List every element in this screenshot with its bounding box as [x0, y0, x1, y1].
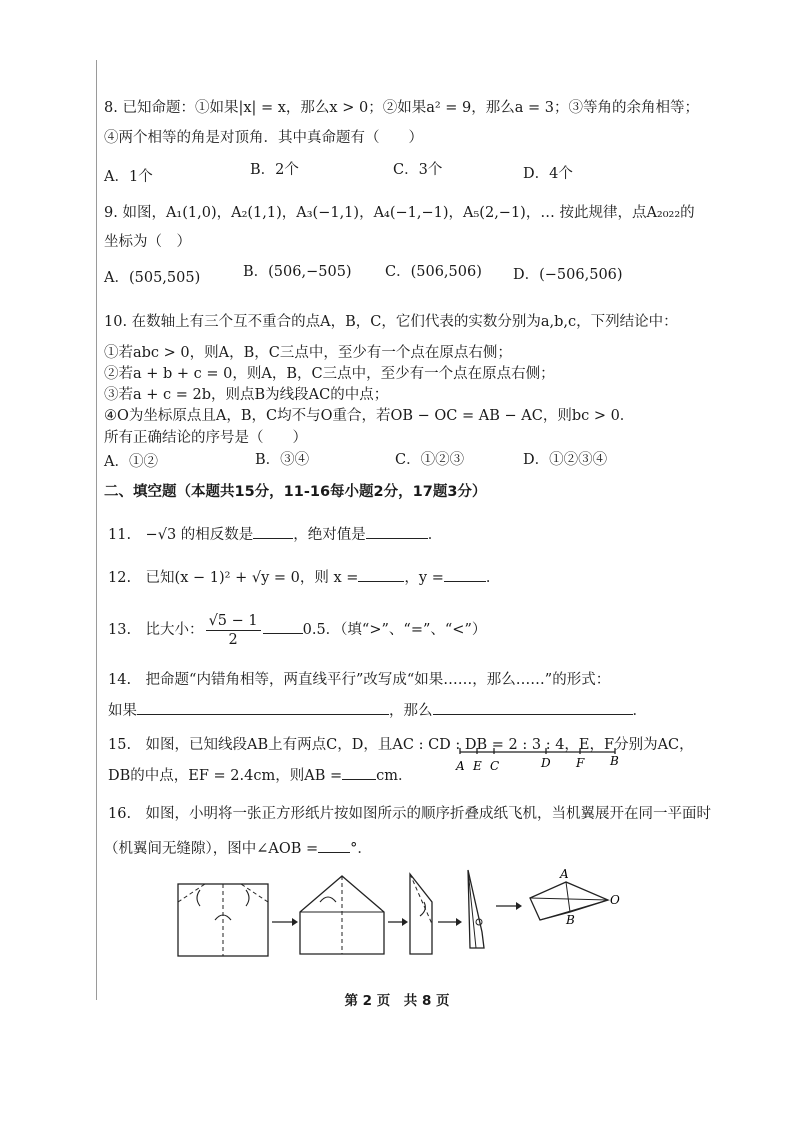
q16-folding-figure [170, 862, 630, 962]
q8-option-b: B．2个 [250, 162, 299, 178]
point-label-b: B [610, 754, 619, 768]
q12-blank-y[interactable] [444, 567, 486, 582]
fold-step-2 [300, 876, 384, 954]
q16-blank[interactable] [318, 838, 350, 853]
q14-line1: 14. 把命题“内错角相等，两直线平行”改写成“如果……，那么……”的形式： [108, 672, 611, 688]
q10-option-c: C．①②③ [395, 452, 465, 468]
q14-then-label: ，那么 [389, 703, 433, 719]
q11-text-a: 11. −√3 的相反数是 [108, 527, 254, 543]
q12-text-c: ． [485, 570, 501, 586]
q8-option-a: A．1个 [104, 169, 153, 185]
point-label-d: D [541, 756, 551, 770]
q13-blank[interactable] [263, 619, 303, 634]
q9-line2: 坐标为（ ） [104, 234, 191, 250]
q10-statement-4: ④O为坐标原点且A，B，C均不与O重合，若OB − OC = AB − AC，则bc > 0． [104, 408, 635, 424]
q16-line2 [104, 838, 372, 859]
q12-text-a: 12. 已知(x − 1)² + √y = 0，则 x = [108, 570, 359, 586]
q13 [108, 610, 486, 650]
section-2-title: 二、填空题（本题共15分，11-16每小题2分，17题3分） [104, 484, 487, 500]
q16-text-b: °． [350, 841, 372, 857]
q9-option-c: C．(506,506) [385, 264, 482, 280]
q14-line2 [108, 700, 647, 721]
fold-step-4 [468, 870, 484, 948]
q10-option-a: A．①② [104, 454, 158, 470]
q16-text-a: （机翼间无缝隙），图中∠AOB = [104, 841, 319, 857]
q11-text-c: ． [427, 527, 443, 543]
q10-line1: 10. 在数轴上有三个互不重合的点A，B，C，它们代表的实数分别为a,b,c，下列结论中： [104, 314, 678, 330]
q11-blank-2[interactable] [366, 524, 428, 539]
q9-option-b: B．(506,−505) [243, 264, 352, 280]
fold-step-5 [530, 867, 620, 927]
q13-fraction [206, 612, 261, 649]
fold-step-1 [178, 884, 268, 956]
q15-text-b: cm． [376, 768, 413, 784]
point-label-a: A [456, 759, 465, 773]
fold-step-3 [410, 874, 432, 954]
plane-label-a: A [560, 867, 569, 881]
q10-option-b: B．③④ [255, 452, 310, 468]
q15-line2 [108, 765, 412, 786]
q11-text-b: ，绝对值是 [293, 527, 366, 543]
q15-text-a: DB的中点，EF = 2.4cm，则AB = [108, 768, 343, 784]
q13-text-a: 13. 比大小： [108, 622, 204, 638]
q9-line1: 9. 如图，A₁(1,0)，A₂(1,1)，A₃(−1,1)，A₄(−1,−1)，A₅(2,−1)，… 按此规律，点A₂₀₂₂的 [104, 205, 695, 221]
arrow-4 [496, 902, 522, 910]
q15-blank[interactable] [342, 765, 376, 780]
q8-option-c: C．3个 [393, 162, 443, 178]
q16-line1: 16. 如图，小明将一张正方形纸片按如图所示的顺序折叠成纸飞机，当机翼展开在同一平面时 [108, 806, 712, 822]
q14-if-label: 如果 [108, 703, 137, 719]
q12 [108, 567, 500, 588]
q14-blank-then[interactable] [433, 700, 633, 715]
q8-line1: 8. 已知命题：①如果|x| = x，那么x > 0；②如果a² = 9，那么a = 3；③等角的余角相等； [104, 100, 699, 116]
plane-label-o: O [610, 893, 620, 907]
plane-label-b: B [566, 913, 575, 927]
q10-statement-1: ①若abc > 0，则A，B，C三点中，至少有一个点在原点右侧； [104, 345, 512, 361]
q8-option-d: D．4个 [523, 166, 573, 182]
q13-denominator: 2 [228, 631, 238, 648]
q10-option-d: D．①②③④ [523, 452, 608, 468]
q10-prompt: 所有正确结论的序号是（ ） [104, 430, 307, 446]
q12-blank-x[interactable] [358, 567, 404, 582]
q9-option-a: A．(505,505) [104, 270, 201, 286]
q9-option-d: D．(−506,506) [513, 267, 623, 283]
q13-text-b: 0.5．（填“>”、“=”、“<”） [302, 622, 487, 638]
arrow-3 [438, 918, 462, 926]
q10-statement-3: ③若a + c = 2b，则点B为线段AC的中点； [104, 387, 389, 403]
q14-end: ． [632, 703, 647, 719]
q15-segment-figure [450, 740, 630, 776]
page-edge-line [96, 60, 97, 1000]
q14-blank-if[interactable] [137, 700, 389, 715]
page-footer: 第 2 页 共 8 页 [344, 993, 450, 1009]
point-label-e: E [473, 759, 482, 773]
arrow-1 [272, 918, 298, 926]
arrow-2 [388, 918, 408, 926]
q11-blank-1[interactable] [253, 524, 293, 539]
q15-line1: 15. 如图，已知线段AB上有两点C，D，且AC : CD : DB = 2 : 3 : 4，E，F分别为AC， [108, 737, 694, 753]
q13-numerator: √5 − 1 [206, 612, 261, 631]
q10-statement-2: ②若a + b + c = 0，则A，B，C三点中，至少有一个点在原点右侧； [104, 366, 555, 382]
point-label-f: F [576, 756, 585, 770]
q8-line2: ④两个相等的角是对顶角．其中真命题有（ ） [104, 130, 423, 146]
point-label-c: C [490, 759, 500, 773]
q12-text-b: ，y = [404, 570, 444, 586]
q11 [108, 524, 442, 545]
